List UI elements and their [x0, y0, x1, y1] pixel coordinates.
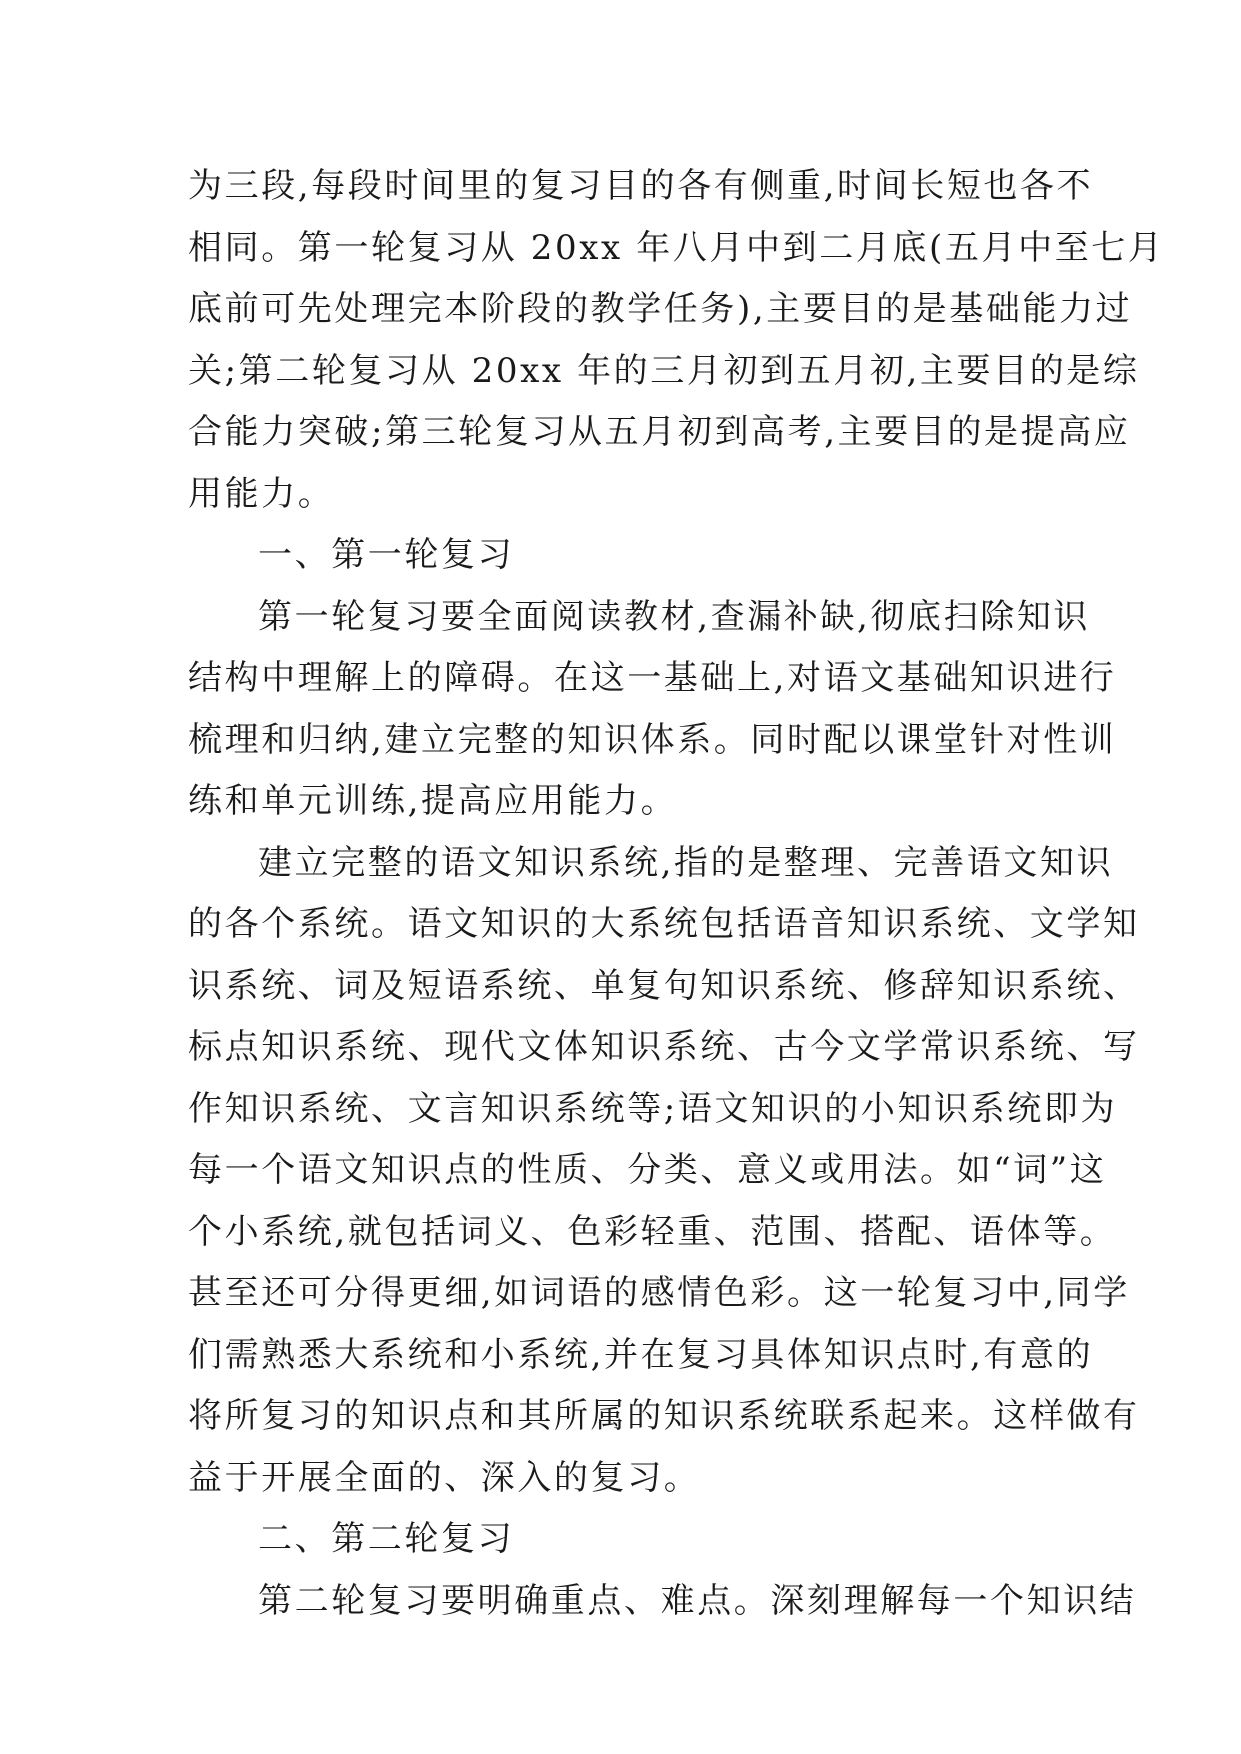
- text-line: 结构中理解上的障碍。在这一基础上,对语文基础知识进行: [188, 658, 1117, 698]
- text-line: 梳理和归纳,建立完整的知识体系。同时配以课堂针对性训: [188, 719, 1117, 760]
- text-line: 甚至还可分得更细,如词语的感情色彩。这一轮复习中,同学: [188, 1273, 1130, 1313]
- text-line: 将所复习的知识点和其所属的知识系统联系起来。这样做有: [188, 1396, 1140, 1436]
- text-line: 合能力突破;第三轮复习从五月初到高考,主要目的是提高应: [188, 412, 1131, 452]
- document-body: [188, 156, 1165, 1632]
- text-line: 们需熟悉大系统和小系统,并在复习具体知识点时,有意的: [188, 1334, 1094, 1375]
- text-line: 一、第一轮复习: [258, 535, 515, 575]
- text-line: 相同。第一轮复习从 20xx 年八月中到二月底(五月中至七月: [188, 227, 1165, 268]
- text-line: 用能力。: [188, 473, 335, 514]
- text-line: 作知识系统、文言知识系统等;语文知识的小知识系统即为: [188, 1088, 1118, 1129]
- text-line: 每一个语文知识点的性质、分类、意义或用法。如“词”这: [188, 1150, 1107, 1190]
- text-line: 练和单元训练,提高应用能力。: [188, 781, 678, 821]
- text-line: 二、第二轮复习: [258, 1519, 515, 1559]
- text-line: 第二轮复习要明确重点、难点。深刻理解每一个知识结: [258, 1580, 1137, 1621]
- text-line: 建立完整的语文知识系统,指的是整理、完善语文知识: [258, 842, 1114, 883]
- text-line: 个小系统,就包括词义、色彩轻重、范围、搭配、语体等。: [188, 1211, 1117, 1252]
- text-line: 关;第二轮复习从 20xx 年的三月初到五月初,主要目的是综: [188, 350, 1140, 391]
- text-line: 第一轮复习要全面阅读教材,查漏补缺,彻底扫除知识: [258, 596, 1091, 637]
- text-line: 底前可先处理完本阶段的教学任务),主要目的是基础能力过: [188, 289, 1133, 329]
- text-line: 识系统、词及短语系统、单复句知识系统、修辞知识系统、: [188, 965, 1140, 1006]
- text-line: 为三段,每段时间里的复习目的各有侧重,时间长短也各不: [188, 166, 1094, 206]
- text-line: 的各个系统。语文知识的大系统包括语音知识系统、文学知: [188, 904, 1140, 944]
- text-line: 益于开展全面的、深入的复习。: [188, 1457, 701, 1498]
- text-line: 标点知识系统、现代文体知识系统、古今文学常识系统、写: [188, 1027, 1140, 1067]
